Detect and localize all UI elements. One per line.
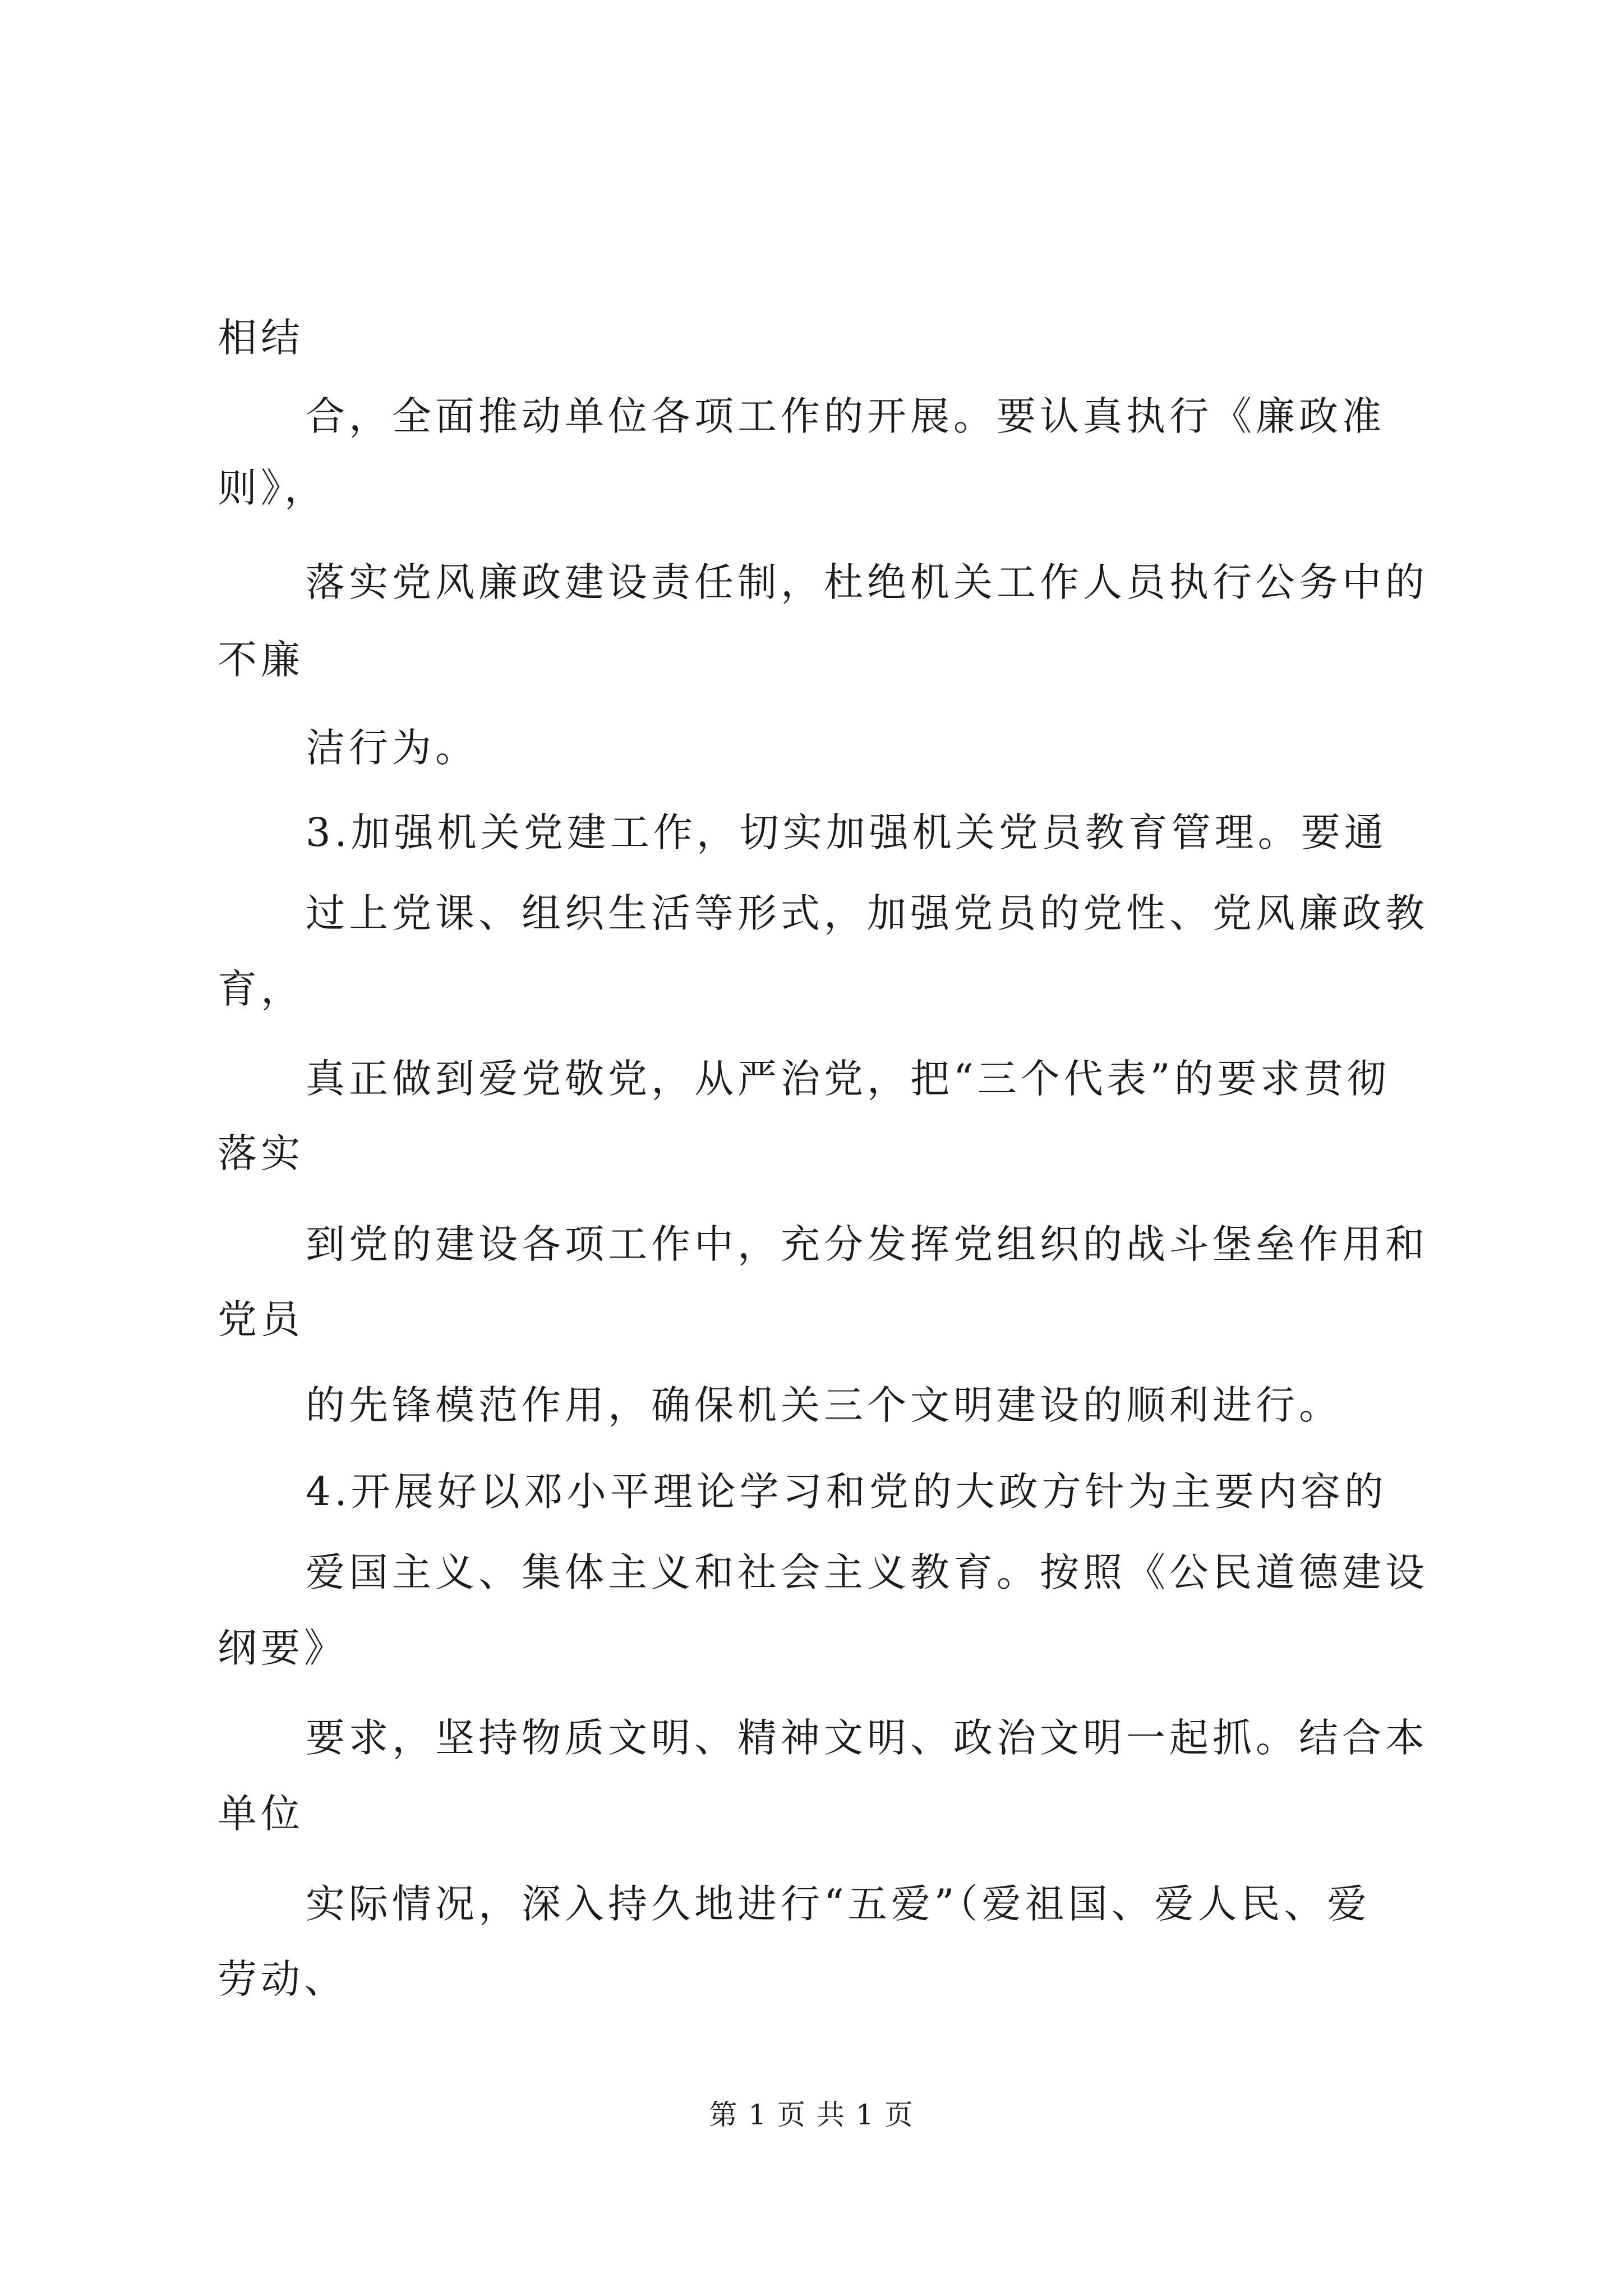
text-line: 纲要》 — [218, 1625, 347, 1671]
text-line: 则》， — [218, 465, 328, 511]
text-line: 3.加强机关党建工作，切实加强机关党员教育管理。要通 — [306, 809, 1387, 855]
text-line: 劳动、 — [218, 1956, 347, 2002]
text-line: 洁行为。 — [306, 725, 478, 771]
text-line: 落实党风廉政建设责任制，杜绝机关工作人员执行公务中的 — [306, 559, 1428, 605]
text-line: 育， — [218, 966, 304, 1012]
text-line: 要求，坚持物质文明、精神文明、政治文明一起抓。结合本 — [306, 1715, 1428, 1761]
text-line: 相结 — [218, 315, 304, 361]
text-line: 真正做到爱党敬党，从严治党，把“三个代表”的要求贯彻 — [306, 1056, 1390, 1102]
text-line: 的先锋模范作用，确保机关三个文明建设的顺利进行。 — [306, 1382, 1342, 1428]
text-line: 到党的建设各项工作中，充分发挥党组织的战斗堡垒作用和 — [306, 1221, 1428, 1267]
text-line: 落实 — [218, 1130, 304, 1176]
text-line: 党员 — [218, 1296, 304, 1342]
text-line: 4.开展好以邓小平理论学习和党的大政方针为主要内容的 — [306, 1469, 1387, 1515]
text-line: 不廉 — [218, 637, 304, 683]
page-number-footer: 第 1 页 共 1 页 — [709, 2099, 914, 2131]
text-line: 合，全面推动单位各项工作的开展。要认真执行《廉政准 — [306, 393, 1385, 439]
text-line: 过上党课、组织生活等形式，加强党员的党性、党风廉政教 — [306, 890, 1428, 936]
text-line: 单位 — [218, 1791, 304, 1837]
text-line: 实际情况，深入持久地进行“五爱”（爱祖国、爱人民、爱 — [306, 1881, 1371, 1927]
text-line: 爱国主义、集体主义和社会主义教育。按照《公民道德建设 — [306, 1549, 1428, 1595]
